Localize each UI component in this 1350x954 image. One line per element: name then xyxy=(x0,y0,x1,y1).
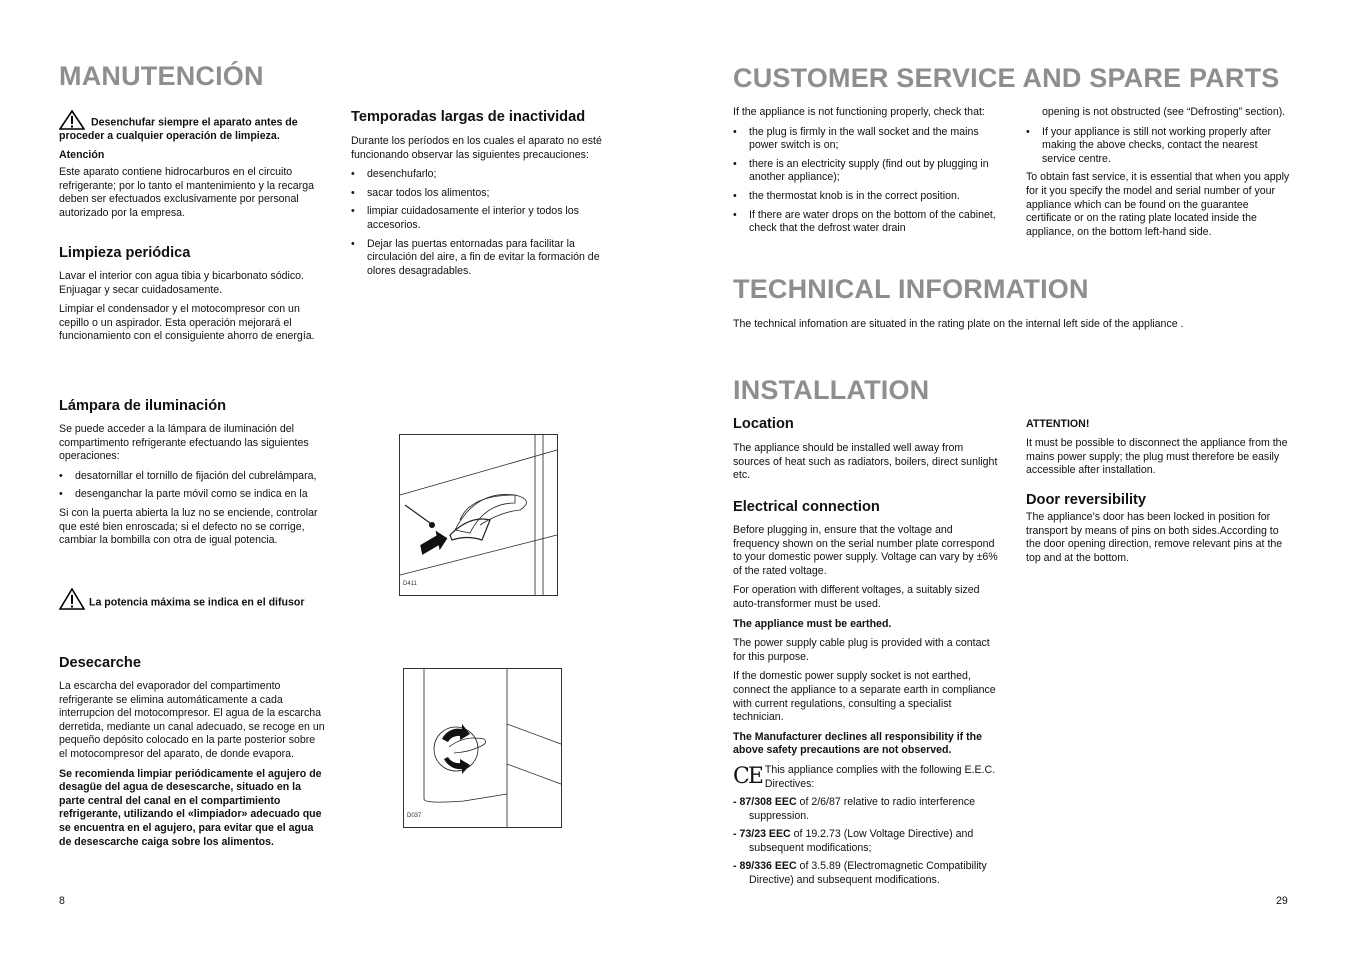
page-title-technical-information: TECHNICAL INFORMATION xyxy=(733,274,1089,304)
list-item: • the plug is firmly in the wall socket and the mains power switch is on; xyxy=(733,126,998,153)
electrical-p4: If the domestic power supply socket is not earthed, connect the appliance to a separate earth in compliance with current regulations, consulting a specialist technician. xyxy=(733,670,996,724)
directive-item: - 89/336 EEC of 3.5.89 (Electromagnetic Compatibility Directive) and subsequent modifications. xyxy=(733,860,987,887)
warning-unplug xyxy=(59,110,325,144)
heading-door-reversibility: Door reversibility xyxy=(1026,492,1147,508)
list-item: • If your appliance is still not working properly after making the above checks, contact the nearest service centre. xyxy=(1026,126,1291,167)
desecarche-p2: Se recomienda limpiar periódicamente el agujero de desagüe del agua de desescarche, situado en la parte central del canal en el compartimiento refrigerante, utilizando el «limpiador» adecuado que se encuentra en el agujero, para evitar que el agua de desescarche caiga sobre los alimentos. xyxy=(59,767,322,848)
heading-desecarche: Desecarche xyxy=(59,655,141,671)
temporadas-list xyxy=(351,168,619,278)
figure-label: D411 xyxy=(403,581,417,588)
technical-info-text: The technical infomation are situated in the rating plate on the internal left side of the appliance . xyxy=(733,318,1184,330)
atencion-text: Este aparato contiene hidrocarburos en el circuito refrigerante; por lo tanto el mantenimiento y la recarga deben ser efectuados exclusivamente por personal autorizado por la empresa. xyxy=(59,166,314,219)
directive-item: - 73/23 EEC of 19.2.73 (Low Voltage Directive) and subsequent modifications; xyxy=(733,828,974,854)
electrical-section xyxy=(733,524,998,893)
page-title-manutencion: MANUTENCIÓN xyxy=(59,61,264,91)
electrical-p1: Before plugging in, ensure that the voltage and frequency shown on the serial number plate correspond to your domestic power supply. Voltage can vary by ±6% of the rated voltage. xyxy=(733,524,998,577)
limpieza-p2: Limpiar el condensador y el motocompresor con un cepillo o un aspirador. Esta operación mejorará el funcionamiento con el consiguiente ahorro de energía. xyxy=(59,303,315,343)
atencion-label: Atención xyxy=(59,148,105,161)
heading-electrical-connection: Electrical connection xyxy=(733,499,880,515)
figure-label: D037 xyxy=(407,813,422,820)
limpieza-section xyxy=(59,270,325,350)
warning-potencia xyxy=(59,588,339,610)
lamp-removal-illustration xyxy=(400,435,557,595)
figure-drain-cleaning xyxy=(403,668,562,828)
list-item: • Dejar las puertas entornadas para facilitar la circulación del aire, a fin de evitar la formación de olores desagradables. xyxy=(351,238,619,279)
temporadas-section xyxy=(351,135,619,283)
lampara-p2: Si con la puerta abierta la luz no se enciende, controlar que esté bien enroscada; si el defecto no se corrige, cambiar la bombilla con otra de igual potencia. xyxy=(59,506,318,547)
ce-text: This appliance complies with the following E.E.C. Directives: xyxy=(764,763,996,790)
list-item: • If there are water drops on the bottom of the cabinet, check that the defrost water drain xyxy=(733,209,998,236)
list-item: • there is an electricity supply (find out by plugging in another appliance); xyxy=(733,158,998,185)
declines-notice: The Manufacturer declines all responsibility if the above safety precautions are not observed. xyxy=(733,730,983,757)
list-item: • desenganchar la parte móvil como se indica en la xyxy=(59,488,325,502)
cs-list-2 xyxy=(1026,126,1291,167)
desecarche-section xyxy=(59,680,325,855)
directive-item: - 87/308 EEC of 2/6/87 relative to radio interference suppression. xyxy=(733,796,976,822)
ce-mark-logo: CE xyxy=(733,763,762,789)
temporadas-intro: Durante los períodos en los cuales el aparato no esté funcionando observar las siguientes precauciones: xyxy=(351,135,602,161)
ce-compliance xyxy=(733,764,998,791)
maintenance-intro xyxy=(59,110,325,227)
lampara-intro: Se puede acceder a la lámpara de iluminación del compartimento refrigerante efectuando las siguientes operaciones: xyxy=(59,423,309,463)
electrical-p2: For operation with different voltages, a suitably sized auto-transformer must be used. xyxy=(733,584,980,610)
page-title-customer-service: CUSTOMER SERVICE AND SPARE PARTS xyxy=(733,63,1280,93)
location-text: The appliance should be installed well away from sources of heat such as radiators, boilers, direct sunlight etc. xyxy=(733,442,998,482)
warning-unplug-text: Desenchufar siempre el aparato antes de proceder a cualquier operación de limpieza. xyxy=(59,116,298,142)
heading-limpieza: Limpieza periódica xyxy=(59,245,191,261)
list-item: • limpiar cuidadosamente el interior y todos los accesorios. xyxy=(351,205,619,232)
limpieza-p1: Lavar el interior con agua tibia y bicarbonato sódico. Enjuagar y secar cuidadosamente. xyxy=(59,270,304,296)
cs-intro: If the appliance is not functioning properly, check that: xyxy=(733,106,985,118)
page-title-installation: INSTALLATION xyxy=(733,375,930,405)
warning-icon xyxy=(59,110,85,130)
page-number-right: 29 xyxy=(1276,895,1288,907)
customer-service-col1 xyxy=(733,106,998,241)
electrical-p3: The power supply cable plug is provided with a contact for this purpose. xyxy=(733,637,990,663)
figure-lamp-removal xyxy=(399,434,558,596)
desecarche-p1: La escarcha del evaporador del compartimento refrigerante se elimina automáticamente a cada interrupcion del motocompresor. El agua de la escarcha derretida, mediante un canal adecuado, se recoge en un pequeño depósito colocado en la parte posterior sobre el motocompresor del aparato, de donde evapora. xyxy=(59,680,325,760)
cs-fast-service: To obtain fast service, it is essential that when you apply for it you specify the model and serial number of your appliance which can be found on the guarantee certificate or on the rating plate located inside the appliance, on the bottom left-hand side. xyxy=(1026,171,1290,238)
list-item: • desenchufarlo; xyxy=(351,168,619,182)
attention-text: It must be possible to disconnect the appliance from the mains power supply; the plug must therefore be easily accessible after installation. xyxy=(1026,437,1288,477)
attention-heading: ATTENTION! xyxy=(1026,418,1090,430)
warning-potencia-text: La potencia máxima se indica en el difusor xyxy=(89,596,305,609)
lampara-section xyxy=(59,423,325,554)
list-item: • desatornillar el tornillo de fijación del cubrelámpara, xyxy=(59,470,325,484)
heading-location: Location xyxy=(733,416,794,432)
drain-cleaning-illustration xyxy=(404,669,561,827)
list-item: • sacar todos los alimentos; xyxy=(351,187,619,201)
list-item: • the thermostat knob is in the correct position. xyxy=(733,190,998,204)
cs-continued: opening is not obstructed (see “Defrosting” section). xyxy=(1042,106,1286,118)
earthed-notice: The appliance must be earthed. xyxy=(733,617,892,630)
door-reversibility-text: The appliance’s door has been locked in position for transport by means of pins on both sides.According to the door opening direction, remove relevant pins at the top and at the bottom. xyxy=(1026,511,1283,564)
page-number-left: 8 xyxy=(59,895,65,907)
lampara-list xyxy=(59,470,325,502)
heading-temporadas: Temporadas largas de inactividad xyxy=(351,109,586,125)
customer-service-col2 xyxy=(1026,106,1291,245)
heading-lampara: Lámpara de iluminación xyxy=(59,398,227,414)
warning-icon xyxy=(59,588,85,610)
cs-list xyxy=(733,126,998,236)
